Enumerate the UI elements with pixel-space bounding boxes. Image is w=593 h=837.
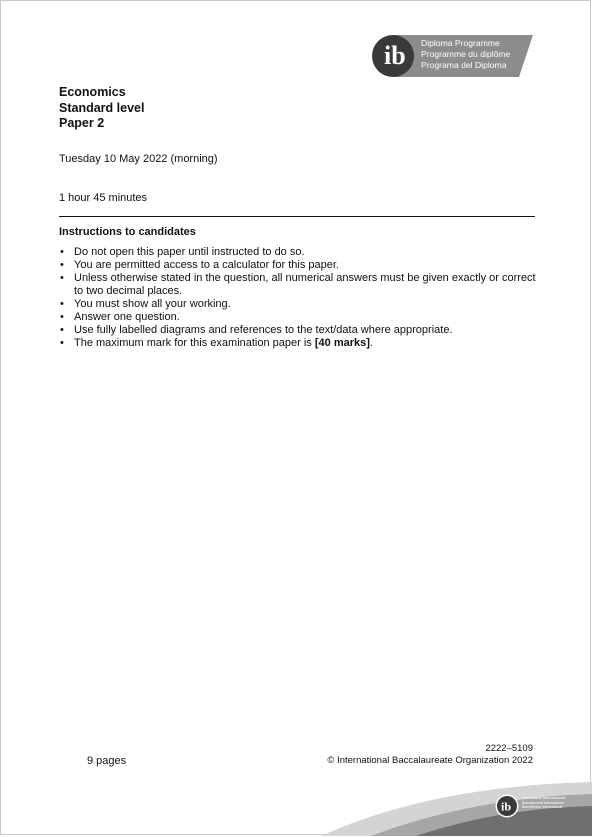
instruction-item: • Do not open this paper until instructed to do so. <box>60 246 305 258</box>
level-title: Standard level <box>59 100 145 115</box>
instructions-heading: Instructions to candidates <box>59 226 196 238</box>
programme-names <box>421 38 510 71</box>
footer-info <box>327 743 533 767</box>
bullet-icon: • <box>60 259 64 271</box>
instruction-item: • You must show all your working. <box>60 298 231 310</box>
programme-line-en: Diploma Programme <box>421 38 500 48</box>
instruction-item: • Use fully labelled diagrams and references to the text/data where appropriate. <box>60 324 453 336</box>
programme-line-fr: Programme du diplôme <box>421 49 511 59</box>
exam-duration: 1 hour 45 minutes <box>59 192 148 204</box>
bullet-icon: • <box>60 337 64 349</box>
programme-line-es: Programa del Diploma <box>421 60 507 70</box>
bullet-icon: • <box>60 272 64 284</box>
instruction-item: • You are permitted access to a calculator for this paper. <box>60 259 339 271</box>
instructions-list <box>59 246 537 350</box>
bullet-icon: • <box>60 311 64 323</box>
footer-logo-names: International Baccalaureate Baccalauréat International Bachillerato Internacional <box>522 796 566 810</box>
bullet-icon: • <box>60 298 64 310</box>
page-count: 9 pages <box>87 755 127 767</box>
subject-title: Economics <box>59 85 126 99</box>
divider <box>59 216 535 217</box>
ib-programme-banner <box>369 33 537 79</box>
instruction-item: • Unless otherwise stated in the question, all numerical answers must be given exactly or correct to two decimal places. <box>60 272 536 297</box>
ib-footer-logo-icon <box>495 794 519 818</box>
copyright: © International Baccalaureate Organization 2022 <box>327 755 533 766</box>
ib-logo-icon: ib <box>384 41 406 70</box>
max-mark-value: [40 marks] <box>314 337 370 349</box>
exam-date: Tuesday 10 May 2022 (morning) <box>59 153 218 165</box>
instruction-item-max-mark: • The maximum mark for this examination paper is [40 marks]. <box>60 337 373 349</box>
bullet-icon: • <box>60 324 64 336</box>
instruction-item: • Answer one question. <box>60 311 180 323</box>
exam-title <box>59 85 144 132</box>
paper-title: Paper 2 <box>59 116 105 130</box>
bullet-icon: • <box>60 246 64 258</box>
svg-text:ib: ib <box>501 799 512 814</box>
paper-code: 2222–5109 <box>485 743 533 754</box>
